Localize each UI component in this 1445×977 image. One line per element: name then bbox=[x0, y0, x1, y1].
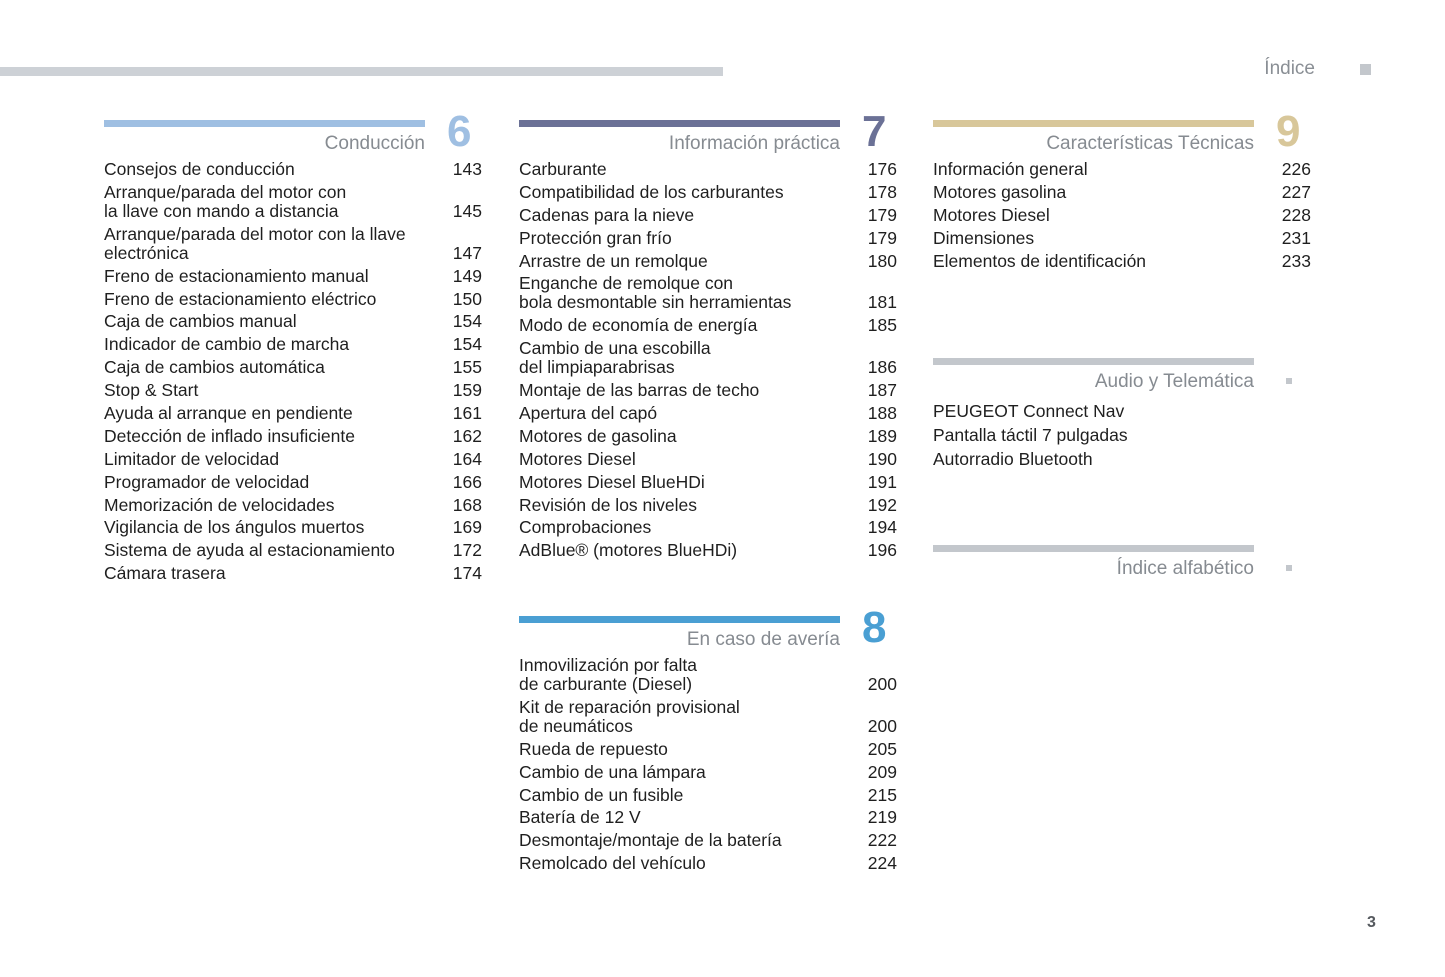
toc-entry-label: Caja de cambios automática bbox=[104, 357, 325, 378]
section-number: 6 bbox=[447, 107, 472, 156]
toc-entry-page: 222 bbox=[867, 830, 897, 851]
toc-entry-page: 188 bbox=[867, 403, 897, 424]
toc-entry-page: 226 bbox=[1281, 159, 1311, 179]
toc-entry-label: Cadenas para la nieve bbox=[519, 204, 695, 225]
toc-entry-page: 147 bbox=[452, 242, 482, 263]
section-bar bbox=[519, 616, 840, 623]
toc-entry[interactable] bbox=[933, 183, 1311, 202]
toc-entry-page: 166 bbox=[452, 471, 482, 492]
toc-entry[interactable] bbox=[519, 450, 897, 469]
toc-entry-label: Remolcado del vehículo bbox=[519, 853, 706, 874]
toc-entry-label: Motores Diesel bbox=[519, 448, 636, 469]
toc-entry-label: Motores de gasolina bbox=[519, 425, 677, 446]
toc-entry-label: Motores gasolina bbox=[933, 181, 1067, 202]
toc-entry-page: 224 bbox=[867, 853, 897, 874]
toc-entry-label: Caja de cambios manual bbox=[104, 311, 297, 332]
toc-entry[interactable] bbox=[519, 496, 897, 515]
toc-entry-label: Cámara trasera bbox=[104, 563, 226, 584]
toc-entry-page: 233 bbox=[1281, 250, 1311, 271]
toc-entry[interactable] bbox=[519, 854, 897, 873]
toc-entry-page: 149 bbox=[452, 265, 482, 286]
toc-entry-page: 179 bbox=[867, 204, 897, 225]
toc-entry-page: 150 bbox=[452, 288, 482, 309]
toc-entry[interactable] bbox=[104, 541, 482, 560]
section-bar bbox=[519, 120, 840, 127]
toc-entry[interactable] bbox=[519, 831, 897, 850]
toc-entry-page: 205 bbox=[867, 738, 897, 759]
section-number: 7 bbox=[862, 107, 887, 156]
toc-entry-label: Montaje de las barras de techo bbox=[519, 380, 760, 401]
toc-entry-label: Apertura del capó bbox=[519, 403, 658, 424]
toc-entry-page: 187 bbox=[867, 380, 897, 401]
toc-entry[interactable] bbox=[519, 404, 897, 423]
toc-entry-label: Batería de 12 V bbox=[519, 807, 641, 828]
toc-entry[interactable]: Pantalla táctil 7 pulgadas bbox=[933, 424, 1128, 445]
toc-entry[interactable] bbox=[933, 160, 1311, 179]
toc-entry[interactable] bbox=[519, 740, 897, 759]
toc-entry[interactable] bbox=[104, 381, 482, 400]
toc-entry-page: 154 bbox=[452, 311, 482, 332]
toc-entry-page: 145 bbox=[452, 200, 482, 221]
toc-entry-page: 155 bbox=[452, 357, 482, 378]
toc-entry[interactable] bbox=[519, 808, 897, 827]
toc-entry[interactable] bbox=[104, 160, 482, 179]
toc-entry[interactable]: PEUGEOT Connect Nav bbox=[933, 401, 1125, 421]
toc-entry-page: 190 bbox=[867, 448, 897, 469]
toc-entry-label: Protección gran frío bbox=[519, 227, 672, 248]
toc-entry-label: Vigilancia de los ángulos muertos bbox=[104, 517, 365, 538]
toc-entry-label: Desmontaje/montaje de la batería bbox=[519, 830, 782, 851]
toc-entry-page: 191 bbox=[867, 471, 897, 492]
toc-entry-label: Arranque/parada del motor con la llave con mando a distancia bbox=[104, 181, 347, 221]
toc-entry-page: 228 bbox=[1281, 204, 1311, 225]
toc-entry-page: 200 bbox=[867, 674, 897, 694]
section-items bbox=[933, 160, 1311, 274]
toc-entry-label: Detección de inflado insuficiente bbox=[104, 425, 355, 446]
toc-entry-label: Comprobaciones bbox=[519, 517, 652, 538]
toc-entry[interactable] bbox=[933, 206, 1311, 225]
toc-entry-label: Carburante bbox=[519, 159, 607, 179]
toc-entry[interactable] bbox=[519, 339, 897, 377]
toc-entry-page: 209 bbox=[867, 761, 897, 782]
toc-entry-label: Rueda de repuesto bbox=[519, 738, 668, 759]
toc-entry-label: Consejos de conducción bbox=[104, 159, 295, 179]
toc-entry[interactable]: Autorradio Bluetooth bbox=[933, 448, 1093, 469]
toc-entry-label: Motores Diesel BlueHDi bbox=[519, 471, 705, 492]
toc-entry[interactable] bbox=[519, 252, 897, 271]
toc-entry-label: Dimensiones bbox=[933, 227, 1035, 248]
toc-entry[interactable] bbox=[519, 786, 897, 805]
toc-entry[interactable] bbox=[519, 427, 897, 446]
section-items bbox=[519, 160, 897, 564]
section-bar bbox=[933, 120, 1254, 127]
toc-entry-page: 159 bbox=[452, 380, 482, 401]
section-title[interactable]: Índice alfabético bbox=[1116, 558, 1254, 579]
toc-entry[interactable] bbox=[104, 335, 482, 354]
toc-entry-page: 180 bbox=[867, 250, 897, 271]
toc-entry-page: 186 bbox=[867, 357, 897, 378]
toc-entry-label: Cambio de una lámpara bbox=[519, 761, 706, 782]
toc-entry[interactable] bbox=[104, 358, 482, 377]
toc-entry[interactable] bbox=[519, 473, 897, 492]
toc-entry-page: 196 bbox=[867, 540, 897, 561]
toc-entry-page: 181 bbox=[867, 292, 897, 313]
toc-entry[interactable] bbox=[104, 450, 482, 469]
section-items bbox=[104, 160, 482, 587]
header-square-icon bbox=[1360, 64, 1371, 75]
toc-entry[interactable] bbox=[104, 225, 482, 263]
toc-entry-label: Inmovilización por falta de carburante (Diesel) bbox=[519, 655, 697, 694]
toc-entry[interactable] bbox=[519, 698, 897, 736]
toc-entry[interactable] bbox=[104, 473, 482, 492]
toc-entry-page: 176 bbox=[867, 159, 897, 179]
toc-entry-page: 200 bbox=[867, 715, 897, 736]
toc-entry-label: Programador de velocidad bbox=[104, 471, 310, 492]
section-items bbox=[519, 656, 897, 877]
toc-entry[interactable] bbox=[104, 267, 482, 286]
toc-entry-label: Motores Diesel bbox=[933, 204, 1050, 225]
section-title[interactable]: En caso de avería bbox=[686, 629, 840, 650]
toc-entry-label: Memorización de velocidades bbox=[104, 494, 335, 515]
toc-entry-label: Indicador de cambio de marcha bbox=[104, 334, 350, 355]
toc-entry-page: 219 bbox=[867, 807, 897, 828]
toc-entry-page: 154 bbox=[452, 334, 482, 355]
toc-entry[interactable] bbox=[104, 183, 482, 221]
section-square-icon bbox=[1286, 565, 1292, 571]
toc-entry-label: Arranque/parada del motor con la llave electrónica bbox=[104, 223, 406, 263]
section-number: 8 bbox=[862, 603, 887, 652]
toc-entry-page: 143 bbox=[452, 159, 482, 179]
toc-entry[interactable] bbox=[519, 541, 897, 560]
toc-entry[interactable] bbox=[519, 763, 897, 782]
toc-entry-label: Enganche de remolque con bola desmontable sin herramientas bbox=[519, 273, 792, 313]
toc-entry[interactable] bbox=[519, 518, 897, 537]
toc-entry-page: 192 bbox=[867, 494, 897, 515]
toc-entry-label: Ayuda al arranque en pendiente bbox=[104, 403, 353, 424]
toc-entry-label: Modo de economía de energía bbox=[519, 315, 758, 336]
toc-entry[interactable] bbox=[519, 160, 897, 179]
section-bar bbox=[933, 358, 1254, 365]
toc-entry-label: Kit de reparación provisional de neumáticos bbox=[519, 696, 740, 736]
section-title[interactable]: Audio y Telemática bbox=[1094, 371, 1254, 392]
toc-entry-label: Compatibilidad de los carburantes bbox=[519, 181, 784, 202]
section-number: 9 bbox=[1276, 107, 1301, 156]
toc-entry-page: 172 bbox=[452, 540, 482, 561]
toc-entry-page: 161 bbox=[452, 403, 482, 424]
toc-entry[interactable] bbox=[104, 496, 482, 515]
toc-entry-label: Sistema de ayuda al estacionamiento bbox=[104, 540, 395, 561]
toc-entry-label: Información general bbox=[933, 159, 1088, 179]
page-title: Índice bbox=[1264, 58, 1315, 79]
section-title[interactable]: Información práctica bbox=[668, 133, 840, 154]
toc-entry-label: Cambio de un fusible bbox=[519, 784, 684, 805]
toc-entry-page: 162 bbox=[452, 425, 482, 446]
section-items bbox=[933, 402, 1253, 473]
toc-entry[interactable] bbox=[933, 229, 1311, 248]
toc-entry[interactable] bbox=[104, 518, 482, 537]
toc-entry-label: Limitador de velocidad bbox=[104, 448, 280, 469]
toc-entry[interactable] bbox=[104, 404, 482, 423]
toc-entry-page: 169 bbox=[452, 517, 482, 538]
toc-entry-page: 185 bbox=[867, 315, 897, 336]
toc-entry-page: 164 bbox=[452, 448, 482, 469]
page-number: 3 bbox=[1367, 914, 1376, 931]
toc-entry[interactable] bbox=[519, 183, 897, 202]
top-decorative-bar bbox=[0, 67, 723, 76]
toc-entry[interactable] bbox=[104, 312, 482, 331]
toc-entry[interactable] bbox=[519, 274, 897, 312]
section-title[interactable]: Conducción bbox=[324, 133, 425, 154]
toc-entry-page: 231 bbox=[1281, 227, 1311, 248]
section-bar bbox=[933, 545, 1254, 552]
toc-entry-page: 189 bbox=[867, 425, 897, 446]
toc-entry-page: 227 bbox=[1281, 181, 1311, 202]
section-title[interactable]: Características Técnicas bbox=[1046, 133, 1254, 154]
toc-entry[interactable] bbox=[519, 229, 897, 248]
toc-entry[interactable] bbox=[519, 206, 897, 225]
toc-entry-label: Arrastre de un remolque bbox=[519, 250, 708, 271]
toc-entry-page: 174 bbox=[452, 563, 482, 584]
section-square-icon bbox=[1286, 378, 1292, 384]
toc-entry-page: 178 bbox=[867, 181, 897, 202]
toc-entry[interactable] bbox=[104, 290, 482, 309]
toc-entry-label: Elementos de identificación bbox=[933, 250, 1147, 271]
toc-entry[interactable] bbox=[933, 252, 1311, 271]
section-bar bbox=[104, 120, 425, 127]
toc-entry-page: 215 bbox=[867, 784, 897, 805]
toc-entry-label: Stop & Start bbox=[104, 380, 199, 401]
toc-entry-label: AdBlue® (motores BlueHDi) bbox=[519, 540, 738, 561]
toc-entry[interactable] bbox=[104, 427, 482, 446]
toc-entry-label: Freno de estacionamiento manual bbox=[104, 265, 369, 286]
toc-entry[interactable] bbox=[519, 316, 897, 335]
toc-entry-label: Freno de estacionamiento eléctrico bbox=[104, 288, 377, 309]
toc-entry[interactable] bbox=[519, 381, 897, 400]
toc-entry[interactable] bbox=[104, 564, 482, 583]
toc-entry-page: 168 bbox=[452, 494, 482, 515]
toc-entry-page: 179 bbox=[867, 227, 897, 248]
toc-entry[interactable] bbox=[519, 656, 897, 694]
toc-entry-page: 194 bbox=[867, 517, 897, 538]
toc-entry-label: Cambio de una escobilla del limpiaparabrisas bbox=[519, 338, 711, 378]
toc-entry-label: Revisión de los niveles bbox=[519, 494, 698, 515]
